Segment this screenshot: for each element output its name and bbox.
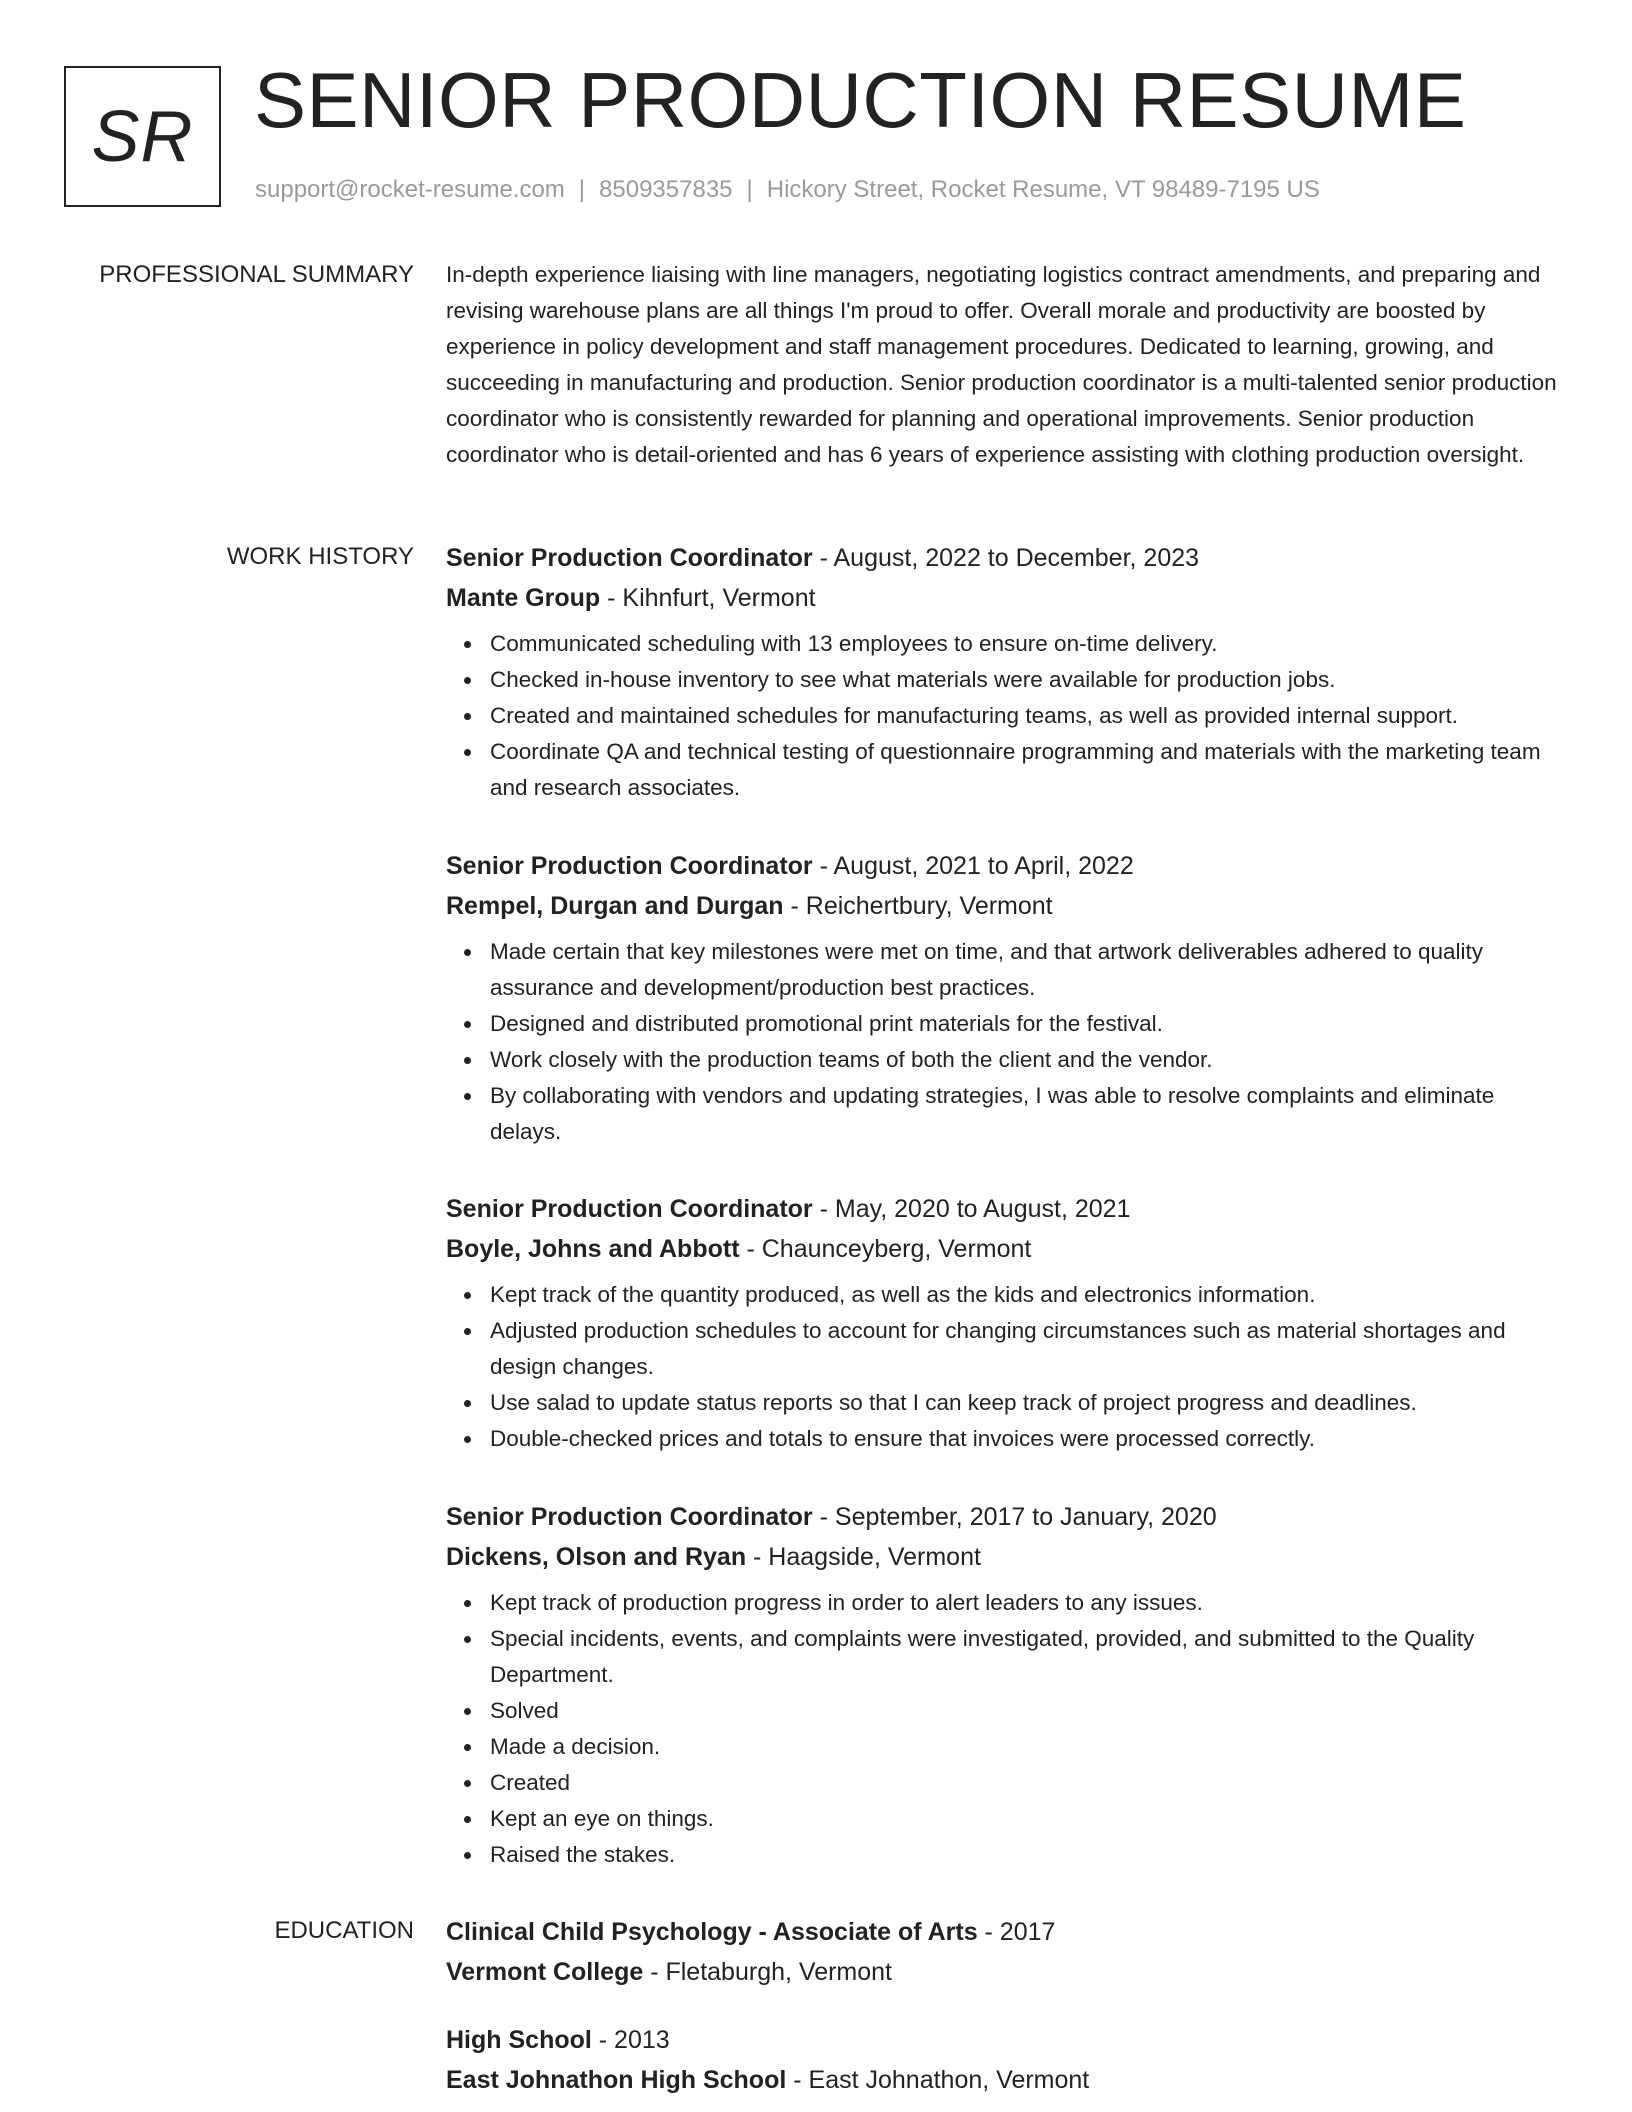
contact-email[interactable]: support@rocket-resume.com <box>255 176 565 203</box>
list-item: Checked in-house inventory to see what materials were available for production jobs. <box>490 662 1566 698</box>
job-title-line <box>446 1189 1566 1229</box>
list-item: Kept an eye on things. <box>490 1801 1566 1837</box>
job-title-line <box>446 1497 1566 1537</box>
education-degree-line <box>446 1912 1566 1952</box>
job-company: Rempel, Durgan and Durgan <box>446 892 784 920</box>
job-dates: - September, 2017 to January, 2020 <box>812 1503 1217 1531</box>
job-bullets <box>446 626 1566 806</box>
education-year: - 2013 <box>591 2026 670 2054</box>
education-degree: Clinical Child Psychology - Associate of Arts <box>446 1918 978 1946</box>
job-title: Senior Production Coordinator <box>446 544 813 572</box>
resume-title: SENIOR PRODUCTION RESUME <box>254 56 1467 144</box>
job-dates: - August, 2022 to December, 2023 <box>812 544 1200 572</box>
education-location: - Fletaburgh, Vermont <box>643 1958 892 1986</box>
list-item: Designed and distributed promotional print materials for the festival. <box>490 1006 1566 1042</box>
list-item: Solved <box>490 1693 1566 1729</box>
summary-body <box>446 257 1566 473</box>
job-location: - Chaunceyberg, Vermont <box>739 1235 1032 1263</box>
education-year: - 2017 <box>977 1918 1056 1946</box>
job-company: Mante Group <box>446 584 601 612</box>
education-degree: High School <box>446 2026 592 2054</box>
job-title: Senior Production Coordinator <box>446 1503 813 1531</box>
list-item: Special incidents, events, and complaints were investigated, provided, and submitted to the Quality Department. <box>490 1621 1566 1693</box>
education-school-line <box>446 2060 1566 2100</box>
job-title-line <box>446 538 1566 578</box>
list-item: Created and maintained schedules for manufacturing teams, as well as provided internal support. <box>490 698 1566 734</box>
job-company-line <box>446 578 1566 618</box>
list-item: Use salad to update status reports so that I can keep track of project progress and deadlines. <box>490 1385 1566 1421</box>
job-company: Dickens, Olson and Ryan <box>446 1543 747 1571</box>
job-title: Senior Production Coordinator <box>446 852 813 880</box>
job-title-line <box>446 846 1566 886</box>
list-item: Kept track of production progress in order to alert leaders to any issues. <box>490 1585 1566 1621</box>
list-item: Communicated scheduling with 13 employees to ensure on-time delivery. <box>490 626 1566 662</box>
job-location: - Kihnfurt, Vermont <box>600 584 816 612</box>
contact-address: Hickory Street, Rocket Resume, VT 98489-7195 US <box>766 176 1320 203</box>
work-history-label: WORK HISTORY <box>226 543 414 570</box>
education-school-line <box>446 1952 1566 1992</box>
job-dates: - August, 2021 to April, 2022 <box>812 852 1134 880</box>
list-item: Made certain that key milestones were met on time, and that artwork deliverables adhered to quality assurance and development/production best practices. <box>490 934 1566 1006</box>
summary-label: PROFESSIONAL SUMMARY <box>99 261 414 288</box>
education-label: EDUCATION <box>274 1917 414 1944</box>
monogram-box <box>64 66 221 207</box>
job-company-line <box>446 1537 1566 1577</box>
education-degree-line <box>446 2020 1566 2060</box>
job-company-line <box>446 886 1566 926</box>
list-item: Double-checked prices and totals to ensure that invoices were processed correctly. <box>490 1421 1566 1457</box>
education-school: East Johnathon High School <box>446 2066 787 2094</box>
education-location: - East Johnathon, Vermont <box>786 2066 1090 2094</box>
list-item: Created <box>490 1765 1566 1801</box>
job-location: - Haagside, Vermont <box>746 1543 981 1571</box>
job-bullets <box>446 1277 1566 1457</box>
list-item: By collaborating with vendors and updating strategies, I was able to resolve complaints and eliminate delays. <box>490 1078 1566 1150</box>
job-dates: - May, 2020 to August, 2021 <box>812 1195 1131 1223</box>
contact-line <box>255 175 1320 205</box>
list-item: Raised the stakes. <box>490 1837 1566 1873</box>
summary-text: In-depth experience liaising with line managers, negotiating logistics contract amendments, and preparing and revising warehouse plans are all things I'm proud to offer. Overall morale and productivity are boosted by experience in policy development and staff management procedures. Dedicated to learning, growing, and succeeding in manufacturing and production. Senior production coordinator is a multi-talented senior production coordinator who is consistently rewarded for planning and operational improvements. Senior production coordinator who is detail-oriented and has 6 years of experience assisting with clothing production oversight. <box>446 262 1557 467</box>
job-bullets <box>446 1585 1566 1873</box>
job-location: - Reichertbury, Vermont <box>783 892 1053 920</box>
list-item: Coordinate QA and technical testing of questionnaire programming and materials with the marketing team and research associates. <box>490 734 1566 806</box>
monogram-initials: SR <box>91 96 194 177</box>
job-bullets <box>446 934 1566 1150</box>
job-title: Senior Production Coordinator <box>446 1195 813 1223</box>
contact-phone[interactable]: 8509357835 <box>599 176 733 203</box>
contact-separator: | <box>578 176 586 203</box>
list-item: Made a decision. <box>490 1729 1566 1765</box>
list-item: Work closely with the production teams of both the client and the vendor. <box>490 1042 1566 1078</box>
job-company: Boyle, Johns and Abbott <box>446 1235 740 1263</box>
education-school: Vermont College <box>446 1958 644 1986</box>
list-item: Adjusted production schedules to account for changing circumstances such as material shortages and design changes. <box>490 1313 1566 1385</box>
contact-separator: | <box>746 176 753 203</box>
list-item: Kept track of the quantity produced, as well as the kids and electronics information. <box>490 1277 1566 1313</box>
job-company-line <box>446 1229 1566 1269</box>
